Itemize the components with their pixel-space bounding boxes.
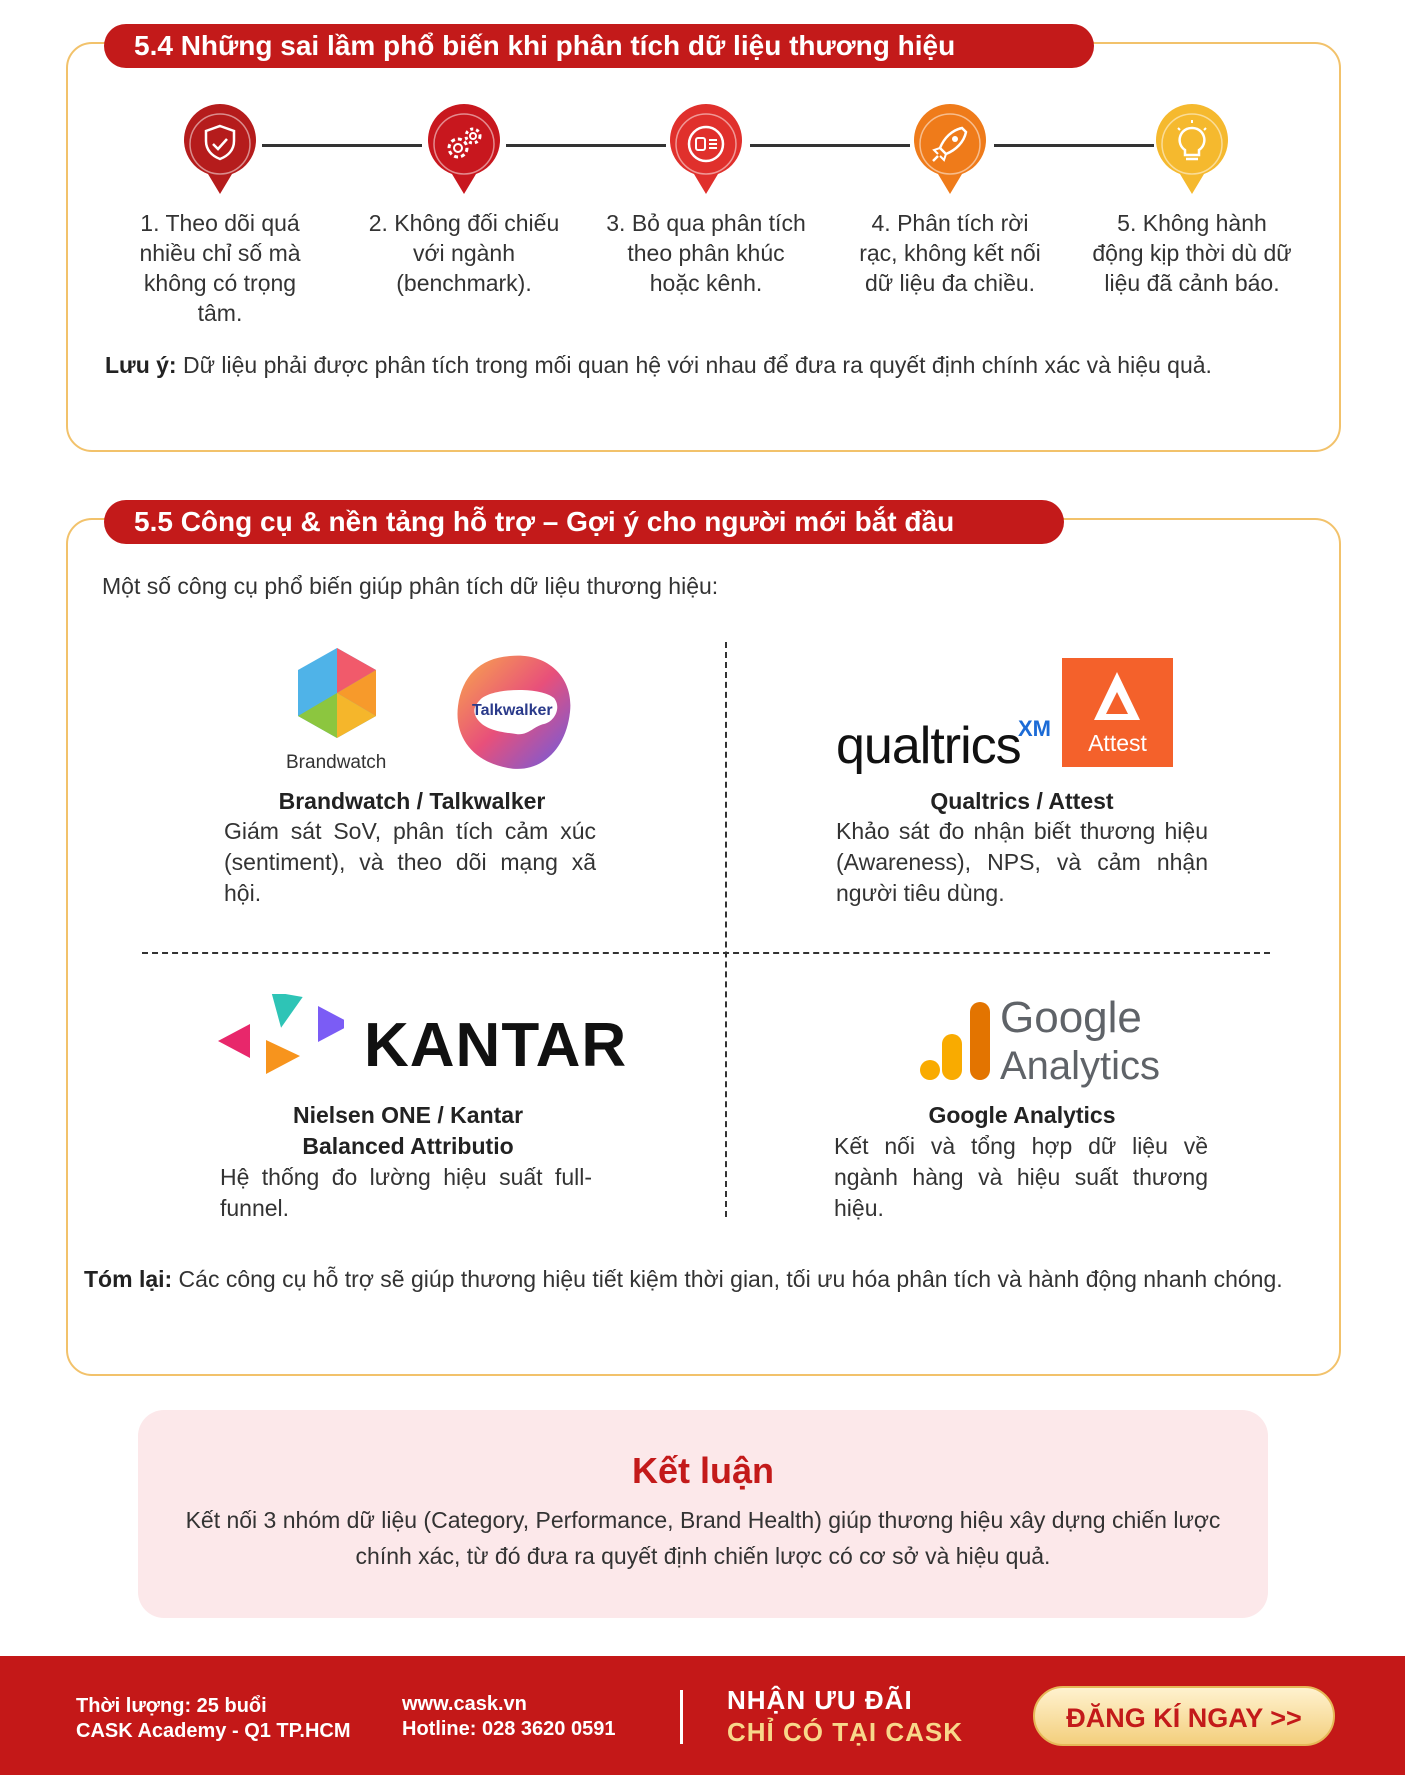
footer-offer-line-2: CHỈ CÓ TẠI CASK bbox=[727, 1717, 963, 1747]
tools-intro: Một số công cụ phổ biến giúp phân tích dữ liệu thương hiệu: bbox=[102, 573, 719, 599]
step-label: 4. Phân tích rời rạc, không kết nối dữ liệu đa chiều. bbox=[859, 210, 1041, 296]
google-wordmark: Google bbox=[1000, 993, 1142, 1042]
footer-offer-line-1: NHẬN ƯU ĐÃI bbox=[727, 1685, 913, 1715]
summary-text: Các công cụ hỗ trợ sẽ giúp thương hiệu tiết kiệm thời gian, tối ưu hóa phân tích và hành động nhanh chóng. bbox=[172, 1266, 1283, 1292]
kantar-logo-mark bbox=[214, 994, 344, 1074]
attest-logo bbox=[1062, 658, 1173, 767]
step-label: 2. Không đối chiếu với ngành (benchmark). bbox=[368, 210, 560, 296]
conclusion-box bbox=[138, 1410, 1268, 1618]
section-title-mistakes: 5.4 Những sai lầm phổ biến khi phân tích dữ liệu thương hiệu bbox=[104, 24, 1094, 68]
talkwalker-logo bbox=[450, 650, 576, 776]
segment-target-icon bbox=[666, 104, 746, 196]
tool-name bbox=[218, 1100, 598, 1162]
brandwatch-logo bbox=[292, 646, 382, 742]
section-title-tools: 5.5 Công cụ & nền tảng hỗ trợ – Gợi ý cho người mới bắt đầu bbox=[104, 500, 1064, 544]
tool-name-line-2: Balanced Attributio bbox=[302, 1133, 514, 1159]
handshake-shield-icon bbox=[180, 104, 260, 196]
footer-website-link[interactable]: www.cask.vn bbox=[402, 1693, 527, 1715]
footer-banner bbox=[0, 1656, 1405, 1775]
qualtrics-xm-mark: XM bbox=[1018, 716, 1051, 741]
step-label: 3. Bỏ qua phân tích theo phân khúc hoặc kênh. bbox=[606, 210, 806, 296]
talkwalker-wordmark: Talkwalker bbox=[472, 702, 553, 719]
qualtrics-wordmark: qualtrics bbox=[836, 717, 1021, 775]
summary bbox=[84, 1264, 1284, 1295]
step-label: 1. Theo dõi quá nhiều chỉ số mà không có trọng tâm. bbox=[139, 210, 301, 326]
step-label: 5. Không hành động kịp thời dù dữ liệu đã cảnh báo. bbox=[1092, 210, 1292, 296]
tool-description: Giám sát SoV, phân tích cảm xúc (sentiment), và theo dõi mạng xã hội. bbox=[224, 818, 596, 906]
summary-label: Tóm lại: bbox=[84, 1266, 173, 1292]
step-4 bbox=[850, 104, 1050, 298]
brandwatch-wordmark: Brandwatch bbox=[286, 752, 387, 773]
footer-location: CASK Academy - Q1 TP.HCM bbox=[76, 1720, 351, 1742]
rocket-icon bbox=[910, 104, 990, 196]
grid-divider-vertical bbox=[725, 642, 727, 1217]
footer-separator bbox=[680, 1690, 683, 1744]
note-text: Dữ liệu phải được phân tích trong mối quan hệ với nhau để đưa ra quyết định chính xác và hiệu quả. bbox=[176, 352, 1212, 378]
footer-course-info bbox=[76, 1694, 351, 1744]
tool-description: Kết nối và tổng hợp dữ liệu về ngành hàng và hiệu suất thương hiệu. bbox=[834, 1133, 1208, 1221]
tool-name: Brandwatch / Talkwalker bbox=[278, 788, 546, 814]
step-5 bbox=[1092, 104, 1292, 298]
lightbulb-icon bbox=[1152, 104, 1232, 196]
note-label: Lưu ý: bbox=[105, 352, 177, 378]
step-1 bbox=[120, 104, 320, 328]
conclusion-title: Kết luận bbox=[631, 1450, 774, 1491]
tool-description: Khảo sát đo nhận biết thương hiệu (Awareness), NPS, và cảm nhận người tiêu dùng. bbox=[836, 818, 1208, 906]
tool-name: Google Analytics bbox=[928, 1102, 1116, 1128]
section-tools bbox=[66, 518, 1341, 1376]
footer-hotline[interactable]: Hotline: 028 3620 0591 bbox=[402, 1718, 616, 1740]
tool-description: Hệ thống đo lường hiệu suất full-funnel. bbox=[220, 1164, 592, 1221]
tool-name-line-1: Nielsen ONE / Kantar bbox=[292, 1102, 524, 1128]
footer-offer bbox=[727, 1684, 963, 1748]
grid-divider-horizontal bbox=[142, 952, 1270, 954]
register-now-button[interactable]: ĐĂNG KÍ NGAY >> bbox=[1033, 1686, 1335, 1746]
google-analytics-logo-mark bbox=[918, 1000, 990, 1082]
gears-icon bbox=[424, 104, 504, 196]
conclusion-text: Kết nối 3 nhóm dữ liệu (Category, Performance, Brand Health) giúp thương hiệu xây dựng chiến lược chính xác, từ đó đưa ra quyết định chiến lược có cơ sở và hiệu quả. bbox=[185, 1507, 1221, 1569]
step-2 bbox=[364, 104, 564, 298]
kantar-wordmark: KANTAR bbox=[364, 1011, 628, 1080]
attest-wordmark: Attest bbox=[1088, 730, 1147, 756]
footer-contact bbox=[402, 1692, 615, 1742]
tool-name: Qualtrics / Attest bbox=[930, 788, 1114, 814]
footer-duration: Thời lượng: 25 buổi bbox=[76, 1695, 267, 1717]
note bbox=[105, 350, 1305, 381]
step-3 bbox=[606, 104, 806, 298]
analytics-wordmark: Analytics bbox=[1000, 1044, 1161, 1088]
